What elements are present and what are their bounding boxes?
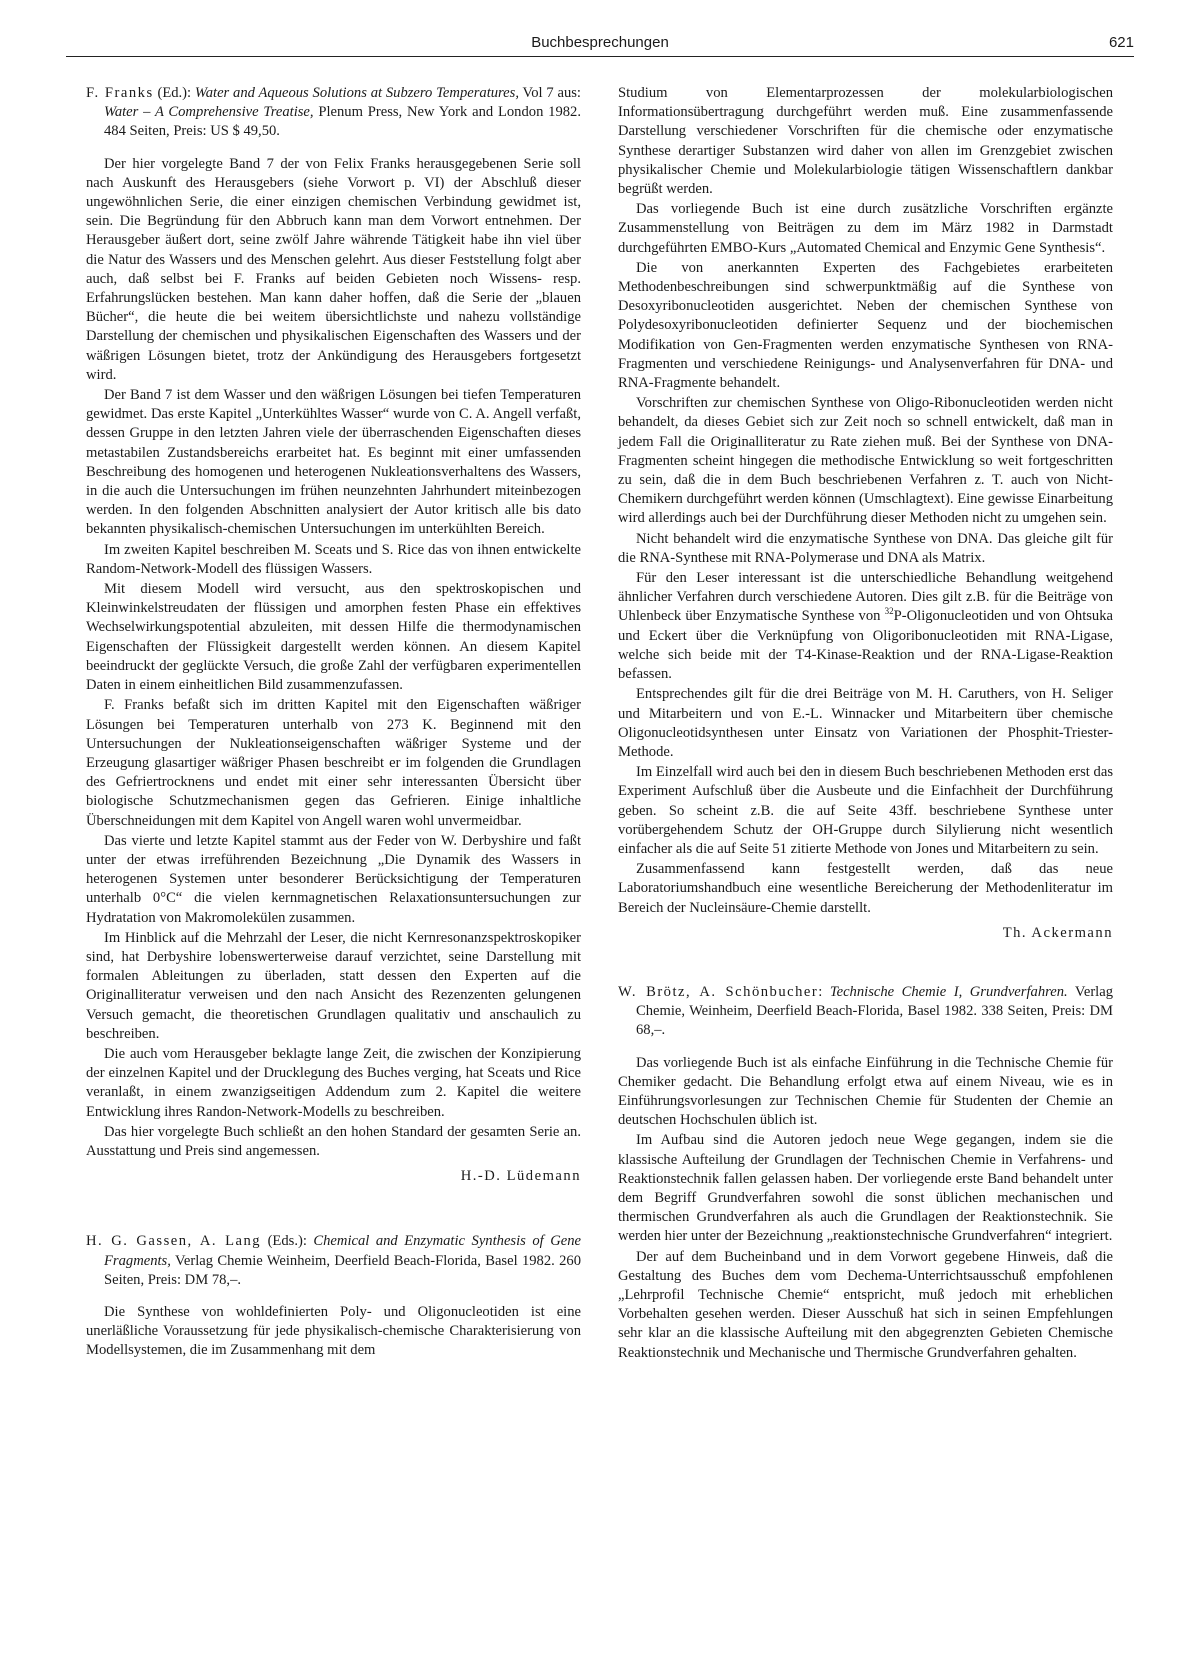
review2-paragraph: Die Synthese von wohldefinierten Poly- und Oligonucleotiden ist eine unerläßliche Voraussetzung für jede physikalisch-chemische Charakterisierung von Modellsystemen, die im Zusammenhang mit dem (86, 1303, 581, 1359)
review2-paragraph: Nicht behandelt wird die enzymatische Synthese von DNA. Das gleiche gilt für die RNA-Synthese mit RNA-Polymerase und DNA als Matrix. (618, 530, 1113, 566)
review1-authors: F. Franks (86, 85, 154, 101)
review1-title: Water and Aqueous Solutions at Subzero Temperatures, (194, 85, 519, 101)
review3-publisher: Verlag Chemie, Weinheim, Deerfield Beach-Florida, Basel 1982. 338 Seiten, Preis: DM 68,–. (636, 983, 1114, 1039)
review1-citation (86, 84, 581, 142)
review3-paragraph: Das vorliegende Buch ist als einfache Einführung in die Technische Chemie für Chemiker gedacht. Die Behandlung erfolgt etwa auf einem Niveau, wie es in Einführungsvorlesungen zur Technischen Chemie für Studenten der Chemie an deutschen Hochschulen üblich ist. (618, 1054, 1113, 1129)
review1-paragraph: Im Hinblick auf die Mehrzahl der Leser, die nicht Kernresonanzspektroskopiker sind, hat Derbyshire lobenswerterweise darauf verzichtet, seine Darstellung mit formalen Ableitungen zu überladen, statt dessen den Experten auf die Originalliteratur verweisen und den nach Ansicht des Rezenzenten gelungenen Versuch gemacht, die theoretischen Grundlagen qualitativ und anschaulich zu beschreiben. (86, 929, 581, 1042)
review1-paragraph: Im zweiten Kapitel beschreiben M. Sceats und S. Rice das von ihnen entwickelte Random-Network-Modell des flüssigen Wassers. (86, 541, 581, 577)
right-column (618, 84, 1113, 1364)
review1-series-pre: Vol 7 aus: (519, 85, 581, 101)
review2-paragraph-continued: Studium von Elementarprozessen der molekularbiologischen Informationsübertragung durchgeführt werden muß. Eine zusammenfassende Darstellung verschiedener Vorschriften für die chemische oder enzymatische Synthese derartiger Substanzen wird daher von allen im Grenzgebiet zwischen physikalischer Chemie und Molekularbiologie tätigen Wissenschaftlern dankbar begrüßt werden. (618, 85, 1113, 198)
review2-32p-pre: Für den Leser interessant ist die unterschiedliche Behandlung weitgehend ähnlicher Verfahren durch verschiedene Autoren. Dies gilt z.B. für die Beiträge von Uhlenbeck über Enzymatische Synthese von (618, 570, 1113, 625)
review3-title: Technische Chemie I, Grundverfahren. (829, 983, 1068, 1000)
review2-signature: Th. Ackermann (1002, 924, 1113, 941)
review1-paragraph: Das vierte und letzte Kapitel stammt aus der Feder von W. Derbyshire und faßt unter der etwas irreführenden Bezeichnung „Die Dynamik des Wassers in heterogenen Systemen unter besonderer Berücksichtigung der Temperaturen unterhalb 0°C“ die vielen kernmagnetischen Relaxationsuntersuchungen zur Hydratation von Makromolekülen zusammen. (86, 832, 581, 926)
review3-citation (618, 983, 1113, 1041)
review2-publisher: Verlag Chemie Weinheim, Deerfield Beach-Florida, Basel 1982. 260 Seiten, Preis: DM 78,–. (104, 1252, 581, 1288)
review2-paragraph: Im Einzelfall wird auch bei den in diesem Buch beschriebenen Methoden erst das Experiment Aufschluß über die Ausbeute und die Einfachheit der Durchführung geben. So scheint z.B. die auf Seite 43ff. beschriebene Synthese unter vorübergehendem Schutz der OH-Gruppe durch Silylierung nicht wesentlich einfacher als die auf Seite 51 zitierte Methode von Jones und Mitarbeitern zu sein. (618, 764, 1113, 857)
review1-paragraph: Der Band 7 ist dem Wasser und den wäßrigen Lösungen bei tiefen Temperaturen gewidmet. Das erste Kapitel „Unterkühltes Wasser“ wurde von C. A. Angell verfaßt, dessen Gruppe in den letzten Jahren viele der überraschenden Eigenschaften dieses metastabilen Zustandsbereichs erarbeitet hat. Es beginnt mit einer umfassenden Beschreibung des homogenen und heterogenen Nukleationsverhaltens des Wassers, in die auch die Untersuchungen im frühen neunzehnten Jahrhundert miteinbezogen werden. In den folgenden Abschnitten analysiert der Autor kritisch alle bis dato bekannten physikalisch-chemischen Untersuchungen im unterkühlten Bereich. (86, 387, 581, 538)
left-column (86, 84, 581, 1362)
section-spacer (86, 1186, 581, 1232)
review1-publisher: Plenum Press, New York and London 1982. 484 Seiten, Preis: US $ 49,50. (104, 104, 582, 140)
running-head: Buchbesprechungen (531, 34, 669, 51)
review2-paragraph: Die von anerkannten Experten des Fachgebietes erarbeiteten Methodenbeschreibungen sind schwerpunktmäßig auf die Synthese von Desoxyribonucleotiden ausgerichtet. Neben der chemischen Synthese von Polydesoxyribonucleotiden definierter Sequenz und der biochemischen Modifikation von Gen-Fragmenten werden enzymatische Synthesen von RNA-Fragmenten und verschiedene Reinigungs- und Analysenverfahren für DNA- und RNA-Fragmente behandelt. (618, 259, 1113, 392)
review1-paragraph: Das hier vorgelegte Buch schließt an den hohen Standard der gesamten Serie an. Ausstattung und Preis sind angemessen. (86, 1123, 581, 1159)
review2-role: (Eds.): (261, 1233, 314, 1250)
review3-separator: : (818, 983, 830, 1000)
review2-title: Chemical and Enzymatic Synthesis of Gene Fragments, (104, 1233, 581, 1269)
page-header (66, 32, 1134, 57)
review1-paragraph: Der hier vorgelegte Band 7 der von Felix Franks herausgegebenen Serie soll nach Auskunft des Herausgebers (siehe Vorwort p. VI) der Abschluß dieser ungewöhnlichen Serie, die einer einzigen chemischen Verbindung gewidmet ist, sein. Die Begründung für den Abbruch kann man dem Vorwort entnehmen. Der Herausgeber äußert dort, seine zwölf Jahre währende Tätigkeit habe ihn viel über die Natur des Wassers und des Menschen gelehrt. Aus dieser Feststellung folgt aber auch, daß selbst bei F. Franks auf beiden Gebieten noch Wissens- resp. Erfahrungslücken bestehen. Man kann daher hoffen, daß die Serie der „blauen Bücher“, die heute die bei weitem übersichtlichste und nahezu vollständige Darstellung der chemischen und physikalischen Eigenschaften des Wassers und der wäßrigen Lösungen bietet, trotz der Ankündigung des Herausgebers fortgesetzt wird. (86, 155, 581, 383)
review3-paragraph: Im Aufbau sind die Autoren jedoch neue Wege gegangen, indem sie die klassische Aufteilung der Grundlagen der Technischen Chemie in Verfahrens- und Reaktionstechnik fallen gelassen haben. Der vorliegende erste Band behandelt unter dem Begriff Grundverfahren sowohl die sonst üblichen mechanischen und thermischen Grundverfahren als auch die Grundlagen der Reaktionstechnik. Sie werden hier unter der Bezeichnung „reaktionstechnische Grundverfahren“ integriert. (618, 1132, 1113, 1245)
review2-paragraph-32p (618, 569, 1113, 684)
page-number: 621 (1108, 34, 1134, 51)
review3-paragraph: Der auf dem Bucheinband und in dem Vorwort gegebene Hinweis, daß die Gestaltung des Buches dem vom Dechema-Unterrichtsausschuß empfohlenen „Lehrprofil Technische Chemie“ entspricht, muß jedoch mit erheblichen Vorbehalten gesehen werden. Dieser Ausschuß hat sich in seinen Empfehlungen sehr klar an die klassische Aufteilung mit den abgegrenzten Gebieten Chemische Reaktionstechnik und Mechanische und Thermische Grundverfahren gehalten. (618, 1248, 1113, 1361)
review2-paragraph: Das vorliegende Buch ist eine durch zusätzliche Vorschriften ergänzte Zusammenstellung von Beiträgen zu dem im März 1982 in Darmstadt durchgeführten EMBO-Kurs „Automated Chemical and Enzymic Gene Synthesis“. (618, 201, 1113, 256)
review1-paragraph: Mit diesem Modell wird versucht, aus den spektroskopischen und Kleinwinkelstreudaten der flüssigen und amorphen festen Phase ein effektives Wechselwirkungspotential abzuleiten, mit dessen Hilfe die thermodynamischen Eigenschaften der Flüssigkeit dargestellt werden können. An diesem Kapitel beeindruckt der geglückte Versuch, die große Zahl der verfügbaren experimentellen Daten in einem einheitlichen Bild zusammenzufassen. (86, 581, 581, 694)
review1-paragraph: F. Franks befaßt sich im dritten Kapitel mit den Eigenschaften wäßriger Lösungen bei Temperaturen unterhalb von 273 K. Beginnend mit den Untersuchungen der Nukleationseigenschaften wäßriger Systeme und der Erzeugung glasartiger wäßriger Phasen beschreibt er im folgenden die Grundlagen des Gefriertrocknens und endet mit einer sehr interessanten Übersicht über biologische Schutzmechanismen gegen das Gefrieren. Einige inhaltliche Überschneidungen mit dem Kapitel von Angell waren wohl unvermeidbar. (86, 697, 581, 829)
review2-paragraph: Vorschriften zur chemischen Synthese von Oligo-Ribonucleotiden werden nicht behandelt, da dieses Gebiet sich zur Zeit noch so schnell entwickelt, daß man in jedem Fall die Originalliteratur zu Rate ziehen muß. Bei der Synthese von DNA-Fragmenten scheint hingegen die methodische Entwicklung so weit fortgeschritten zu sein, daß die in dem Buch beschriebenen Verfahren z. T. auch von Nicht-Chemikern durchgeführt werden können (Umschlagtext). Eine gewisse Einarbeitung wird allerdings auch bei der Durchführung dieser Methoden nicht zu umgehen sein. (618, 395, 1113, 527)
review2-authors: H. G. Gassen, A. Lang (86, 1233, 262, 1250)
review2-32p-post: P-Oligonucleotiden und von Ohtsuka und Eckert über die Verknüpfung von Oligoribonucleotiden mit RNA-Ligase, welche sich beide mit der T4-Kinase-Reaktion und der RNA-Ligase-Reaktion befassen. (618, 608, 1113, 683)
review2-citation (86, 1232, 581, 1290)
review1-paragraph: Die auch vom Herausgeber beklagte lange Zeit, die zwischen der Konzipierung der einzelnen Kapitel und der Drucklegung des Buches verging, hat Sceats und Rice veranlaßt, in einem zwanzigseitigen Addendum zum 2. Kapitel die weitere Entwicklung ihres Randon-Network-Modells zu beschreiben. (86, 1045, 581, 1120)
review2-paragraph: Entsprechendes gilt für die drei Beiträge von M. H. Caruthers, von H. Seliger und Mitarbeitern und von E.-L. Winnacker und Mitarbeitern über chemische Oligonucleotidsynthesen unter Einsatz von Variationen der Phosphit-Triester-Methode. (618, 686, 1113, 760)
review2-32p-superscript: 32 (884, 606, 894, 617)
review1-series-title: Water – A Comprehensive Treatise, (104, 104, 314, 121)
review3-authors: W. Brötz, A. Schönbucher (618, 983, 819, 1000)
review1-signature: H.-D. Lüdemann (460, 1168, 581, 1185)
review1-role: (Ed.): (153, 85, 195, 101)
section-spacer (618, 943, 1113, 983)
review2-paragraph: Zusammenfassend kann festgestellt werden, daß das neue Laboratoriumshandbuch eine wesentliche Bereicherung der Methodenliteratur im Bereich der Nucleinsäure-Chemie darstellt. (618, 861, 1113, 916)
